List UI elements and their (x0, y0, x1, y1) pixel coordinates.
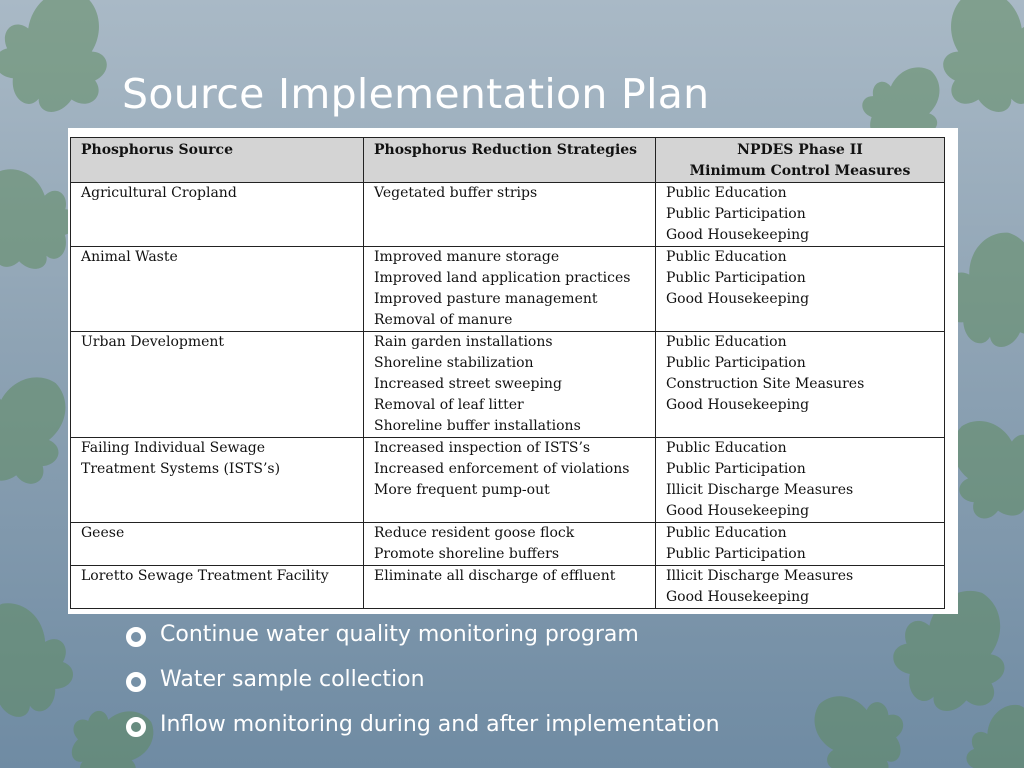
table-row (71, 183, 945, 247)
measures-line: Public Education (666, 334, 787, 350)
measures-line: Public Education (666, 185, 787, 201)
measures-line: Public Participation (666, 270, 806, 286)
source-cell (71, 523, 364, 566)
measures-cell (656, 183, 945, 247)
measures-cell (656, 247, 945, 332)
source-line: Geese (81, 525, 125, 541)
bullet-item (124, 616, 720, 661)
column-header-line: Phosphorus Source (81, 142, 233, 158)
source-cell (71, 332, 364, 438)
measures-line: Illicit Discharge Measures (666, 482, 854, 498)
measures-cell (656, 438, 945, 523)
table-body (71, 183, 945, 609)
strategies-cell (364, 438, 656, 523)
strategies-line: Improved land application practices (374, 270, 631, 286)
source-cell (71, 183, 364, 247)
bullet-text: Inflow monitoring during and after implementation (160, 712, 720, 737)
table-row (71, 523, 945, 566)
bullet-text: Water sample collection (160, 667, 425, 692)
column-header (364, 138, 656, 183)
measures-cell (656, 566, 945, 609)
table-row (71, 566, 945, 609)
strategies-line: Removal of manure (374, 312, 513, 328)
column-header (71, 138, 364, 183)
source-line: Treatment Systems (ISTS’s) (81, 461, 281, 477)
strategies-line: Increased street sweeping (374, 376, 562, 392)
leaf-icon (921, 0, 1024, 126)
source-line: Urban Development (81, 334, 225, 350)
strategies-line: Increased enforcement of violations (374, 461, 630, 477)
strategies-line: Improved pasture management (374, 291, 598, 307)
strategies-cell (364, 566, 656, 609)
strategies-line: Removal of leaf litter (374, 397, 524, 413)
strategies-line: More frequent pump-out (374, 482, 550, 498)
strategies-line: Shoreline buffer installations (374, 418, 581, 434)
measures-line: Public Participation (666, 546, 806, 562)
source-line: Agricultural Cropland (81, 185, 237, 201)
implementation-table-panel (68, 128, 958, 614)
source-line: Animal Waste (81, 249, 178, 265)
leaf-icon (793, 672, 919, 768)
hollow-circle-bullet-icon (126, 717, 146, 737)
strategies-line: Increased inspection of ISTS’s (374, 440, 591, 456)
column-header-line: Phosphorus Reduction Strategies (374, 142, 638, 158)
measures-cell (656, 523, 945, 566)
strategies-cell (364, 247, 656, 332)
measures-line: Good Housekeeping (666, 227, 810, 243)
table-header-row (71, 138, 945, 183)
column-header-line: Minimum Control Measures (689, 163, 911, 179)
bullet-list (124, 616, 720, 751)
bullet-item (124, 706, 720, 751)
strategies-cell (364, 523, 656, 566)
source-line: Failing Individual Sewage (81, 440, 266, 456)
bullet-text: Continue water quality monitoring program (160, 622, 639, 647)
strategies-line: Reduce resident goose flock (374, 525, 575, 541)
measures-line: Illicit Discharge Measures (666, 568, 854, 584)
strategies-line: Improved manure storage (374, 249, 560, 265)
measures-cell (656, 332, 945, 438)
source-line: Loretto Sewage Treatment Facility (81, 568, 329, 584)
measures-line: Public Participation (666, 355, 806, 371)
measures-line: Public Participation (666, 461, 806, 477)
bullet-item (124, 661, 720, 706)
implementation-table (70, 137, 945, 609)
measures-line: Good Housekeeping (666, 397, 810, 413)
source-cell (71, 438, 364, 523)
table-row (71, 332, 945, 438)
measures-line: Good Housekeeping (666, 589, 810, 605)
strategies-line: Promote shoreline buffers (374, 546, 560, 562)
source-cell (71, 247, 364, 332)
strategies-line: Rain garden installations (374, 334, 553, 350)
strategies-cell (364, 183, 656, 247)
table-row (71, 247, 945, 332)
measures-line: Public Participation (666, 206, 806, 222)
strategies-line: Eliminate all discharge of effluent (374, 568, 616, 584)
source-cell (71, 566, 364, 609)
measures-line: Public Education (666, 440, 787, 456)
slide-title: Source Implementation Plan (122, 70, 710, 118)
hollow-circle-bullet-icon (126, 627, 146, 647)
leaf-icon (0, 0, 129, 126)
strategies-cell (364, 332, 656, 438)
strategies-line: Vegetated buffer strips (374, 185, 538, 201)
measures-line: Public Education (666, 525, 787, 541)
leaf-icon (961, 695, 1024, 768)
measures-line: Good Housekeeping (666, 503, 810, 519)
column-header (656, 138, 945, 183)
hollow-circle-bullet-icon (126, 672, 146, 692)
table-row (71, 438, 945, 523)
column-header-line: NPDES Phase II (737, 142, 863, 158)
measures-line: Public Education (666, 249, 787, 265)
measures-line: Construction Site Measures (666, 376, 865, 392)
strategies-line: Shoreline stabilization (374, 355, 534, 371)
measures-line: Good Housekeeping (666, 291, 810, 307)
